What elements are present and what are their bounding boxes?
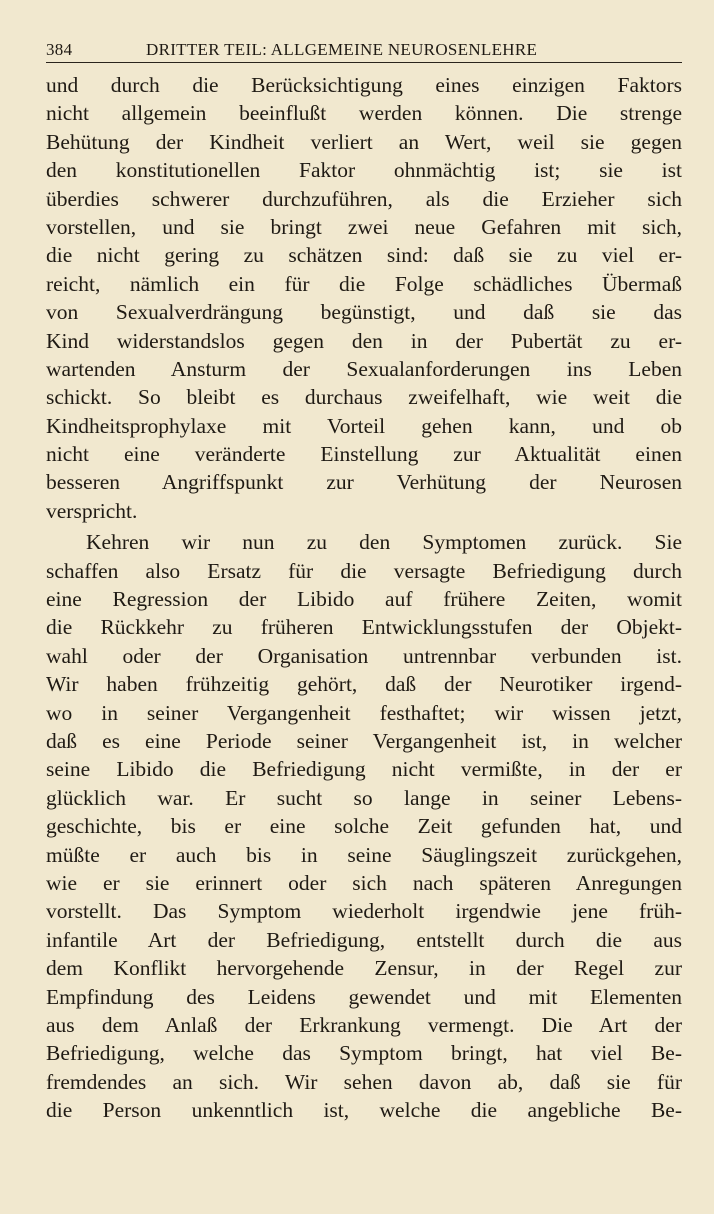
text-line: Kind widerstandslos gegen den in der Pubertät zu er- <box>46 328 682 353</box>
text-line: wartenden Ansturm der Sexualanforderungen ins Leben <box>46 356 682 381</box>
text-line: überdies schwerer durchzuführen, als die Erzieher sich <box>46 186 682 211</box>
text-line: vorstellt. Das Symptom wiederholt irgendwie jene früh- <box>46 899 682 924</box>
text-line: wie er sie erinnert oder sich nach späteren Anregungen <box>46 870 682 895</box>
text-line: müßte er auch bis in seine Säuglingszeit zurückgehen, <box>46 842 682 867</box>
paragraph <box>46 528 682 1124</box>
text-line: den konstitutionellen Faktor ohnmächtig ist; sie ist <box>46 158 682 183</box>
text-line: die nicht gering zu schätzen sind: daß sie zu viel er- <box>46 243 682 268</box>
text-line: von Sexualverdrängung begünstigt, und daß sie das <box>46 300 682 325</box>
text-line: nicht allgemein beeinflußt werden können. Die strenge <box>46 101 682 126</box>
text-line: aus dem Anlaß der Erkrankung vermengt. Die Art der <box>46 1012 682 1037</box>
text-line: Wir haben frühzeitig gehört, daß der Neurotiker irgend- <box>46 672 682 697</box>
text-line: besseren Angriffspunkt zur Verhütung der Neurosen <box>46 470 682 495</box>
text-line: dem Konflikt hervorgehende Zensur, in der Regel zur <box>46 956 682 981</box>
text-line: und durch die Berücksichtigung eines einzigen Faktors <box>46 73 682 97</box>
running-head <box>46 36 682 63</box>
text-line: die Rückkehr zu früheren Entwicklungsstufen der Objekt- <box>46 615 682 640</box>
text-line: reicht, nämlich ein für die Folge schädliches Übermaß <box>46 271 682 296</box>
text-line: seine Libido die Befriedigung nicht vermißte, in der er <box>46 757 682 782</box>
text-line: die Person unkenntlich ist, welche die angebliche Be- <box>46 1098 682 1123</box>
text-line: nicht eine veränderte Einstellung zur Aktualität einen <box>46 442 682 467</box>
text-line: wahl oder der Organisation untrennbar verbunden ist. <box>46 643 682 668</box>
text-line: daß es eine Periode seiner Vergangenheit ist, in welcher <box>46 728 682 753</box>
text-line: verspricht. <box>46 498 138 523</box>
running-title: DRITTER TEIL: ALLGEMEINE NEUROSENLEHRE <box>146 40 538 59</box>
text-line: Kehren wir nun zu den Symptomen zurück. Sie <box>86 530 682 555</box>
text-line: Kindheitsprophylaxe mit Vorteil gehen kann, und ob <box>46 413 682 438</box>
text-line: Behütung der Kindheit verliert an Wert, weil sie gegen <box>46 129 682 154</box>
text-line: fremdendes an sich. Wir sehen davon ab, daß sie für <box>46 1069 682 1094</box>
text-line: glücklich war. Er sucht so lange in seiner Lebens- <box>46 785 682 810</box>
body-text <box>46 71 682 1124</box>
text-line: wo in seiner Vergangenheit festhaftet; wir wissen jetzt, <box>46 700 682 725</box>
text-line: eine Regression der Libido auf frühere Zeiten, womit <box>46 587 682 612</box>
paragraph <box>46 71 682 525</box>
text-line: infantile Art der Befriedigung, entstellt durch die aus <box>46 927 682 952</box>
text-line: geschichte, bis er eine solche Zeit gefunden hat, und <box>46 814 682 839</box>
text-line: vorstellen, und sie bringt zwei neue Gefahren mit sich, <box>46 214 682 239</box>
text-line: Empfindung des Leidens gewendet und mit Elementen <box>46 984 682 1009</box>
text-line: schaffen also Ersatz für die versagte Befriedigung durch <box>46 558 682 583</box>
text-line: schickt. So bleibt es durchaus zweifelhaft, wie weit die <box>46 385 682 410</box>
text-line: Befriedigung, welche das Symptom bringt, hat viel Be- <box>46 1041 682 1066</box>
page-number: 384 <box>46 40 73 59</box>
